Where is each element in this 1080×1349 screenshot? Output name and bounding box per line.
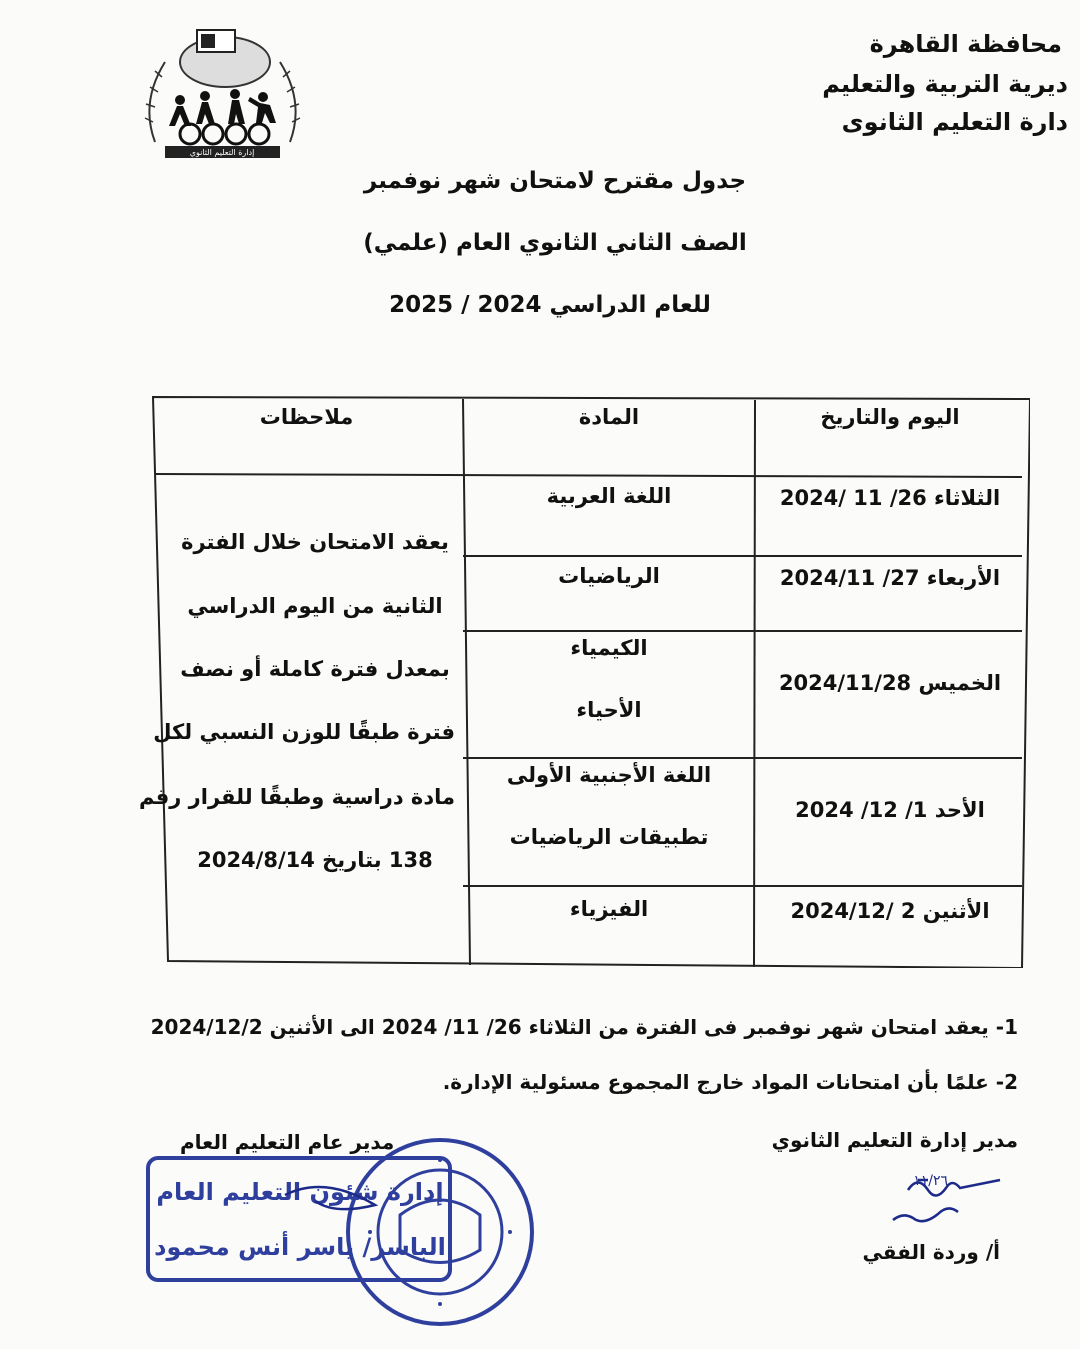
logo-banner-text: إدارة التعليم الثانوي <box>189 148 255 157</box>
footnote-exam-period: 1- يعقد امتحان شهر نوفمبر فى الفترة من الثلاثاء 26/ 11/ 2024 الى الأثنين 2024/12/2 <box>150 1015 1018 1039</box>
table-cell-date: الثلاثاء 26/ 11 /2024 <box>779 486 1001 510</box>
table-cell-subject: تطبيقات الرياضيات <box>509 825 709 849</box>
notes-line: 138 بتاريخ 2024/8/14 <box>197 848 433 872</box>
handwritten-date: ١١/٢٦ <box>913 1173 948 1189</box>
signature-left-title: مدير عام التعليم العام <box>180 1130 395 1154</box>
table-cell-subject: الفيزياء <box>569 897 649 921</box>
page-title-grade: الصف الثاني الثانوي العام (علمي) <box>363 230 747 256</box>
table-cell-subject: الرياضيات <box>558 564 660 588</box>
page-title-exam: جدول مقترح لامتحان شهر نوفمبر <box>363 168 747 194</box>
table-cell-date: الأثنين 2 /2024/12 <box>790 899 990 923</box>
signature-right-title: مدير إدارة التعليم الثانوي <box>771 1128 1018 1152</box>
table-header-notes: ملاحظات <box>259 405 354 429</box>
table-cell-subject: اللغة العربية <box>546 484 672 508</box>
table-cell-date: الأربعاء 27/ 2024/11 <box>779 566 1001 590</box>
notes-line: فترة طبقًا للوزن النسبي لكل <box>153 720 455 744</box>
stamp-line-2: الباسر/ ياسر أنس محمود <box>154 1233 446 1261</box>
notes-line: بمعدل فترة كاملة أو نصف <box>180 657 450 681</box>
education-administration-logo-icon <box>135 22 310 162</box>
header-governorate: محافظة القاهرة <box>869 30 1062 58</box>
table-cell-subject: الأحياء <box>576 698 642 722</box>
table-cell-date: الأحد 1/ 12/ 2024 <box>795 798 985 822</box>
handwritten-signature-icon <box>878 1160 1028 1235</box>
page-title-year: للعام الدراسي 2024 / 2025 <box>389 292 711 318</box>
header-department: دارة التعليم الثانوى <box>841 108 1068 136</box>
notes-line: يعقد الامتحان خلال الفترة <box>181 530 449 554</box>
stamp-line-1: إدارة شئون التعليم العام <box>156 1178 444 1206</box>
rectangular-stamp-icon <box>145 1155 455 1285</box>
notes-line: الثانية من اليوم الدراسي <box>187 594 443 618</box>
header-directorate: ديرية التربية والتعليم <box>822 70 1068 98</box>
table-header-date: اليوم والتاريخ <box>820 405 960 429</box>
notes-line: مادة دراسية وطبقًا للقرار رقم <box>139 785 455 809</box>
table-cell-subject: اللغة الأجنبية الأولى <box>506 763 712 787</box>
footnote-extra-subjects: 2- علمًا بأن امتحانات المواد خارج المجموع مسئولية الإدارة. <box>442 1070 1018 1094</box>
table-cell-date: الخميس 2024/11/28 <box>778 671 1002 695</box>
table-cell-subject: الكيمياء <box>570 636 648 660</box>
signature-right-name: أ/ وردة الفقي <box>862 1240 1000 1264</box>
table-header-subject: المادة <box>578 405 640 429</box>
